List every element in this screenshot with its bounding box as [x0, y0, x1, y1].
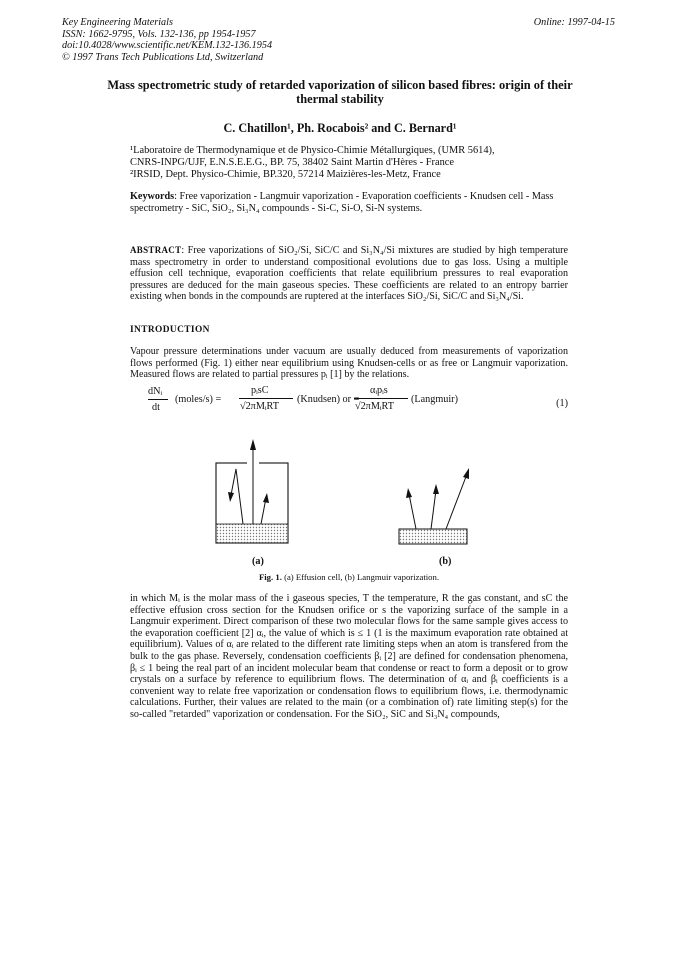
- arrow-head: [463, 468, 469, 479]
- journal-header: [62, 17, 272, 63]
- doi-line: doi:10.4028/www.scientific.net/KEM.132-136.1954: [62, 40, 273, 52]
- arrow-head: [263, 493, 269, 503]
- knudsen-label: (Knudsen) or =: [297, 394, 360, 405]
- fraction-bar: [354, 398, 408, 399]
- evaporating-molecule-path: [446, 474, 467, 529]
- evaporating-molecule-path: [431, 490, 436, 529]
- abstract-text: : Free vaporizations of SiO₂/Si, SiC/C and Si₃N₄/Si mixtures are studied by high temperature mass spectrometry in order to understand compositional evolutions due to gas loss. Using a multiple effusion cell technique, evaporation coefficients that relate equilibrium pressures to real evaporation pressures are deduced for the main gaseous species. These coefficients are related to an entropy barrier existing when bonds in the compounds are ruptered at the interfaces SiO₂/Si, SiC/C and Si₃N₄/Si.: [130, 245, 568, 303]
- keywords: [130, 191, 570, 215]
- keywords-label: Keywords: [130, 191, 175, 202]
- figure-1: [195, 433, 525, 579]
- knudsen-denominator: √2πMᵢRT: [240, 401, 279, 412]
- issn-line: ISSN: 1662-9795, Vols. 132-136, pp 1954-1957: [62, 28, 256, 40]
- evaporating-molecule-path: [409, 494, 416, 529]
- equation-lhs-numerator: dNᵢ: [148, 386, 163, 397]
- effusion-cell-diagram: [216, 439, 288, 543]
- equation-1: [148, 386, 568, 422]
- arrow-head: [406, 488, 412, 498]
- arrow-head: [250, 439, 256, 450]
- keywords-text: : Free vaporization - Langmuir vaporization - Evaporation coefficients - Knudsen cell - Mass spectrometry - SiC, SiO₂, Si₃N₄ compounds - Si-C, Si-O, Si-N systems.: [130, 191, 554, 215]
- fraction-bar: [239, 398, 293, 399]
- body-paragraph: in which Mᵢ is the molar mass of the i gaseous species, T the temperature, R the gas constant, and sC the effective effusion cross section for the Knudsen orifice or s the vaporizing surface of the sample in a Langmuir experiment. Direct comparison of these two molecular flows for the same sample gives access to the evaporation coefficient [2] αᵢ, the value of which is ≤ 1 (1 is the maximum evaporation rate obtained at equilibrium). Values of αᵢ are related to the different rate limiting steps when an atom is transfered from the bulk to the gas phase. Reversely, condensation coefficients βᵢ [2] are defined for condensation phenomena, βᵢ ≤ 1 being the real part of an incident molecular beam that condense or react to form a deposit or to grow crystals on a surface by reference to equilibrium flows. The determination of αᵢ and βᵢ coefficients is a convenient way to relate free vaporization or condensation flows to equilibrium flows, i.e. thermodynamic calculations. Further, their values are related to the main (or a combination of) rate limiting step(s) for the so-called "retarded" vaporization or condensation. For the SiO₂, SiC and Si₃N₄ compounds,: [130, 593, 568, 720]
- abstract-label: ABSTRACT: [130, 245, 182, 255]
- caption-label: Fig. 1.: [258, 572, 282, 582]
- langmuir-label: (Langmuir): [411, 394, 458, 405]
- affiliation-line: ²IRSID, Dept. Physico-Chimie, BP.320, 57214 Maizières-les-Metz, France: [130, 169, 441, 181]
- arrow-head: [228, 492, 234, 502]
- online-date: Online: 1997-04-15: [533, 17, 615, 28]
- sample-layer: [217, 524, 288, 542]
- paper-title: Mass spectrometric study of retarded vaporization of silicon based fibres: origin of their thermal stability: [107, 78, 573, 106]
- affiliation-line: CNRS-INPG/UJF, E.N.S.E.E.G., BP. 75, 38402 Saint Martin d'Hères - France: [130, 157, 455, 169]
- equation-units: (moles/s) =: [175, 394, 222, 405]
- langmuir-numerator: αᵢpᵢs: [370, 385, 388, 396]
- section-heading-introduction: INTRODUCTION: [130, 325, 210, 335]
- arrow-head: [433, 484, 439, 494]
- caption-text: (a) Effusion cell, (b) Langmuir vaporization.: [281, 572, 440, 582]
- knudsen-numerator: pᵢsC: [251, 385, 269, 396]
- copyright-line: © 1997 Trans Tech Publications Ltd, Switzerland: [62, 51, 264, 63]
- fraction-bar: [148, 399, 168, 400]
- figure-label-a: (a): [252, 556, 264, 567]
- langmuir-denominator: √2πMᵢRT: [355, 401, 394, 412]
- abstract: [130, 245, 568, 303]
- intro-paragraph: Vapour pressure determinations under vacuum are usually deduced from measurements of vaporization flows performed (Fig. 1) either near equilibrium using Knudsen-cells or as free or Langmuir vaporization. Measured flows are related to partial pressures pᵢ [1] by the relations.: [130, 346, 568, 381]
- affiliations: [130, 145, 570, 182]
- langmuir-diagram: [399, 468, 469, 544]
- rebounding-molecule-path: [231, 469, 243, 524]
- affiliation-line: ¹Laboratoire de Thermodynamique et de Physico-Chimie Métallurgiques, (UMR 5614),: [130, 145, 495, 156]
- equation-lhs-denominator: dt: [152, 402, 160, 413]
- equation-number: (1): [556, 398, 568, 409]
- paper-authors: C. Chatillon¹, Ph. Rocabois² and C. Bernard¹: [223, 121, 457, 135]
- figure-caption: [130, 572, 568, 582]
- free-surface-sample: [399, 529, 467, 544]
- figure-label-b: (b): [439, 556, 452, 567]
- journal-name: Key Engineering Materials: [62, 17, 173, 28]
